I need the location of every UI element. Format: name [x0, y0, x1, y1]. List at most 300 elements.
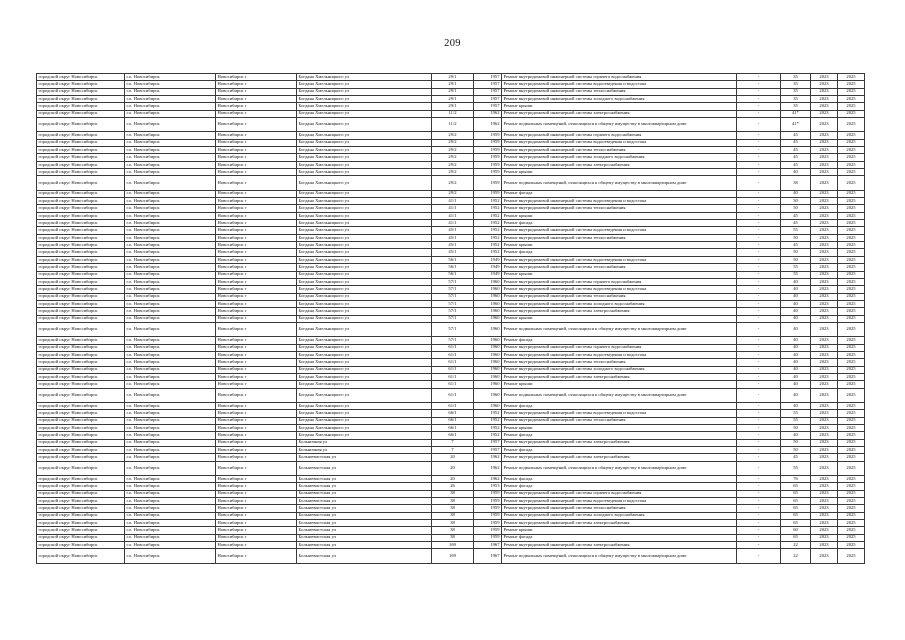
- table-row: [37, 300, 865, 307]
- cell-city-type: г.о. Новосибирск: [125, 103, 216, 110]
- cell-work: Ремонт внутридомовой инженерной системы электроснабжения: [502, 542, 737, 549]
- cell-work: Ремонт внутридомовой инженерной системы электроснабжения: [502, 373, 737, 380]
- cell-year-from: 2023: [811, 220, 838, 227]
- cell-settlement: Новосибирск г: [216, 439, 297, 446]
- cell-amount: 50: [781, 439, 811, 446]
- cell-year-to: 2025: [838, 169, 865, 176]
- cell-house: 45/1: [432, 242, 474, 249]
- cell-house: 38: [432, 527, 474, 534]
- cell-settlement: Новосибирск г: [216, 81, 297, 88]
- cell-work: Ремонт подвальных помещений, относящихся к общему имуществу в многоквартирном доме: [502, 461, 737, 475]
- cell-year: 1959: [474, 139, 502, 146]
- cell-work: Ремонт внутридомовой инженерной системы электроснабжения: [502, 308, 737, 315]
- cell-settlement: Новосибирск г: [216, 132, 297, 139]
- cell-work: Ремонт внутридомовой инженерной системы теплоснабжения: [502, 417, 737, 424]
- cell-year-to: 2025: [838, 520, 865, 527]
- cell-district: городской округ Новосибирск: [37, 322, 125, 336]
- cell-house: 61/1: [432, 359, 474, 366]
- cell-year-to: 2025: [838, 490, 865, 497]
- cell-street: Богдана Хмельницкого ул: [297, 176, 432, 190]
- cell-house: 41/1: [432, 198, 474, 205]
- table-row: [37, 534, 865, 541]
- cell-year-to: 2025: [838, 549, 865, 563]
- cell-street: Богдана Хмельницкого ул: [297, 256, 432, 263]
- cell-work: Ремонт подвальных помещений, относящихся к общему имуществу в многоквартирном доме: [502, 388, 737, 402]
- cell-street: Богдана Хмельницкого ул: [297, 198, 432, 205]
- table-row: [37, 249, 865, 256]
- cell-settlement: Новосибирск г: [216, 234, 297, 241]
- cell-settlement: Новосибирск г: [216, 461, 297, 475]
- cell-house: 57/1: [432, 308, 474, 315]
- cell-district: городской округ Новосибирск: [37, 308, 125, 315]
- cell-work: Ремонт внутридомовой инженерной системы электроснабжения: [502, 439, 737, 446]
- cell-work: Ремонт внутридомовой инженерной системы холодного водоснабжения: [502, 96, 737, 103]
- cell-street: Богдана Хмельницкого ул: [297, 205, 432, 212]
- cell-house: 61/1: [432, 402, 474, 409]
- cell-city-type: г.о. Новосибирск: [125, 293, 216, 300]
- cell-street: Богдана Хмельницкого ул: [297, 315, 432, 322]
- cell-year-to: 2025: [838, 461, 865, 475]
- cell-house: 45/1: [432, 249, 474, 256]
- cell-city-type: г.о. Новосибирск: [125, 147, 216, 154]
- cell-work: Ремонт внутридомовой инженерной системы водоотведения и водостока: [502, 351, 737, 358]
- cell-work: Ремонт внутридомовой инженерной системы горячего водоснабжения: [502, 132, 737, 139]
- cell-amount: 40: [781, 344, 811, 351]
- cell-year-to: 2025: [838, 424, 865, 431]
- cell-year-from: 2023: [811, 74, 838, 81]
- cell-house: 38: [432, 505, 474, 512]
- cell-year-from: 2023: [811, 190, 838, 197]
- cell-year: 1967: [474, 549, 502, 563]
- cell-city-type: г.о. Новосибирск: [125, 520, 216, 527]
- cell-amount: 40: [781, 293, 811, 300]
- cell-year-to: 2025: [838, 176, 865, 190]
- cell-work: Ремонт подвальных помещений, относящихся к общему имуществу в многоквартирном доме: [502, 176, 737, 190]
- cell-year-from: 2023: [811, 475, 838, 482]
- cell-street: Богдана Хмельницкого ул: [297, 96, 432, 103]
- cell-house: 61/1: [432, 344, 474, 351]
- cell-city-type: г.о. Новосибирск: [125, 542, 216, 549]
- cell-amount: 41*: [781, 110, 811, 117]
- cell-work: Ремонт крыши: [502, 527, 737, 534]
- cell-house: 29/2: [432, 139, 474, 146]
- cell-district: городской округ Новосибирск: [37, 315, 125, 322]
- table-row: [37, 402, 865, 409]
- cell-year: 1967: [474, 542, 502, 549]
- cell-year-from: 2023: [811, 234, 838, 241]
- cell-district: городской округ Новосибирск: [37, 439, 125, 446]
- cell-work: Ремонт внутридомовой инженерной системы электроснабжения: [502, 161, 737, 168]
- table-row: [37, 161, 865, 168]
- cell-house: 56/1: [432, 256, 474, 263]
- cell-settlement: Новосибирск г: [216, 190, 297, 197]
- cell-dash: -: [737, 212, 781, 219]
- cell-settlement: Новосибирск г: [216, 249, 297, 256]
- cell-settlement: Новосибирск г: [216, 88, 297, 95]
- table-row: [37, 520, 865, 527]
- cell-city-type: г.о. Новосибирск: [125, 118, 216, 132]
- cell-work: Ремонт внутридомовой инженерной системы электроснабжения: [502, 520, 737, 527]
- cell-year-to: 2025: [838, 344, 865, 351]
- cell-year: 1952: [474, 410, 502, 417]
- cell-settlement: Новосибирск г: [216, 454, 297, 461]
- cell-work: Ремонт фасада: [502, 446, 737, 453]
- cell-district: городской округ Новосибирск: [37, 176, 125, 190]
- cell-year-from: 2023: [811, 161, 838, 168]
- cell-dash: -: [737, 154, 781, 161]
- cell-dash: -: [737, 512, 781, 519]
- cell-amount: 76: [781, 475, 811, 482]
- cell-house: 38: [432, 520, 474, 527]
- cell-settlement: Новосибирск г: [216, 227, 297, 234]
- cell-amount: 50: [781, 446, 811, 453]
- cell-district: городской округ Новосибирск: [37, 410, 125, 417]
- cell-year-to: 2025: [838, 475, 865, 482]
- cell-street: Богдана Хмельницкого ул: [297, 337, 432, 344]
- cell-house: 11/2: [432, 118, 474, 132]
- cell-street: Богдана Хмельницкого ул: [297, 271, 432, 278]
- cell-amount: 45: [781, 132, 811, 139]
- cell-dash: -: [737, 410, 781, 417]
- cell-house: 38: [432, 512, 474, 519]
- cell-year: 1952: [474, 249, 502, 256]
- cell-settlement: Новосибирск г: [216, 534, 297, 541]
- cell-dash: -: [737, 483, 781, 490]
- table-row: [37, 483, 865, 490]
- cell-work: Ремонт внутридомовой инженерной системы теплоснабжения: [502, 359, 737, 366]
- cell-city-type: г.о. Новосибирск: [125, 381, 216, 388]
- cell-house: 61/1: [432, 373, 474, 380]
- cell-year: 1960: [474, 322, 502, 336]
- table-row: [37, 198, 865, 205]
- cell-dash: -: [737, 381, 781, 388]
- cell-work: Ремонт внутридомовой инженерной системы водоотведения и водостока: [502, 286, 737, 293]
- cell-dash: -: [737, 161, 781, 168]
- cell-city-type: г.о. Новосибирск: [125, 220, 216, 227]
- cell-dash: -: [737, 344, 781, 351]
- cell-amount: 30: [781, 198, 811, 205]
- cell-settlement: Новосибирск г: [216, 293, 297, 300]
- cell-year-from: 2023: [811, 351, 838, 358]
- cell-street: Большевистская ул: [297, 505, 432, 512]
- cell-house: 66/1: [432, 410, 474, 417]
- cell-street: Богдана Хмельницкого ул: [297, 220, 432, 227]
- cell-settlement: Новосибирск г: [216, 483, 297, 490]
- cell-year-from: 2023: [811, 512, 838, 519]
- cell-work: Ремонт крыши: [502, 242, 737, 249]
- cell-work: Ремонт фасада: [502, 475, 737, 482]
- table-row: [37, 344, 865, 351]
- cell-dash: -: [737, 271, 781, 278]
- cell-street: Богдана Хмельницкого ул: [297, 351, 432, 358]
- cell-dash: -: [737, 439, 781, 446]
- cell-year-to: 2025: [838, 300, 865, 307]
- cell-amount: 65: [781, 534, 811, 541]
- cell-year-from: 2023: [811, 242, 838, 249]
- cell-amount: 60: [781, 527, 811, 534]
- cell-work: Ремонт подвальных помещений, относящихся к общему имуществу в многоквартирном доме: [502, 549, 737, 563]
- cell-year: 1959: [474, 490, 502, 497]
- cell-year-to: 2025: [838, 410, 865, 417]
- cell-house: 7: [432, 446, 474, 453]
- table-row: [37, 461, 865, 475]
- cell-district: городской округ Новосибирск: [37, 549, 125, 563]
- cell-dash: -: [737, 300, 781, 307]
- cell-work: Ремонт внутридомовой инженерной системы холодного водоснабжения: [502, 366, 737, 373]
- cell-city-type: г.о. Новосибирск: [125, 154, 216, 161]
- cell-dash: -: [737, 198, 781, 205]
- cell-dash: -: [737, 220, 781, 227]
- cell-street: Богдана Хмельницкого ул: [297, 88, 432, 95]
- cell-work: Ремонт фасада: [502, 402, 737, 409]
- cell-city-type: г.о. Новосибирск: [125, 74, 216, 81]
- cell-work: Ремонт внутридомовой инженерной системы водоотведения и водостока: [502, 139, 737, 146]
- cell-street: Богдана Хмельницкого ул: [297, 227, 432, 234]
- cell-dash: -: [737, 497, 781, 504]
- cell-year-to: 2025: [838, 542, 865, 549]
- cell-dash: -: [737, 242, 781, 249]
- cell-work: Ремонт фасада: [502, 220, 737, 227]
- cell-year-to: 2025: [838, 322, 865, 336]
- table-row: [37, 81, 865, 88]
- table-row: [37, 169, 865, 176]
- cell-city-type: г.о. Новосибирск: [125, 278, 216, 285]
- cell-house: 29/2: [432, 147, 474, 154]
- table-row: [37, 96, 865, 103]
- cell-amount: 45: [781, 154, 811, 161]
- cell-house: 38: [432, 497, 474, 504]
- cell-city-type: г.о. Новосибирск: [125, 549, 216, 563]
- cell-year: 1952: [474, 424, 502, 431]
- cell-district: городской округ Новосибирск: [37, 110, 125, 117]
- cell-house: 57/1: [432, 315, 474, 322]
- cell-street: Богдана Хмельницкого ул: [297, 74, 432, 81]
- cell-year-to: 2025: [838, 227, 865, 234]
- cell-city-type: г.о. Новосибирск: [125, 388, 216, 402]
- cell-dash: -: [737, 534, 781, 541]
- cell-year-from: 2023: [811, 147, 838, 154]
- cell-settlement: Новосибирск г: [216, 315, 297, 322]
- cell-year-to: 2025: [838, 534, 865, 541]
- cell-year-from: 2023: [811, 264, 838, 271]
- cell-year-to: 2025: [838, 505, 865, 512]
- cell-year-to: 2025: [838, 220, 865, 227]
- cell-city-type: г.о. Новосибирск: [125, 227, 216, 234]
- cell-amount: 35: [781, 74, 811, 81]
- cell-city-type: г.о. Новосибирск: [125, 534, 216, 541]
- cell-district: городской округ Новосибирск: [37, 446, 125, 453]
- cell-settlement: Новосибирск г: [216, 549, 297, 563]
- cell-year-from: 2023: [811, 461, 838, 475]
- table-row: [37, 512, 865, 519]
- cell-settlement: Новосибирск г: [216, 256, 297, 263]
- cell-settlement: Новосибирск г: [216, 417, 297, 424]
- cell-year: 1959: [474, 527, 502, 534]
- cell-amount: 40: [781, 169, 811, 176]
- table-row: [37, 256, 865, 263]
- cell-year: 1952: [474, 242, 502, 249]
- cell-year-to: 2025: [838, 286, 865, 293]
- cell-city-type: г.о. Новосибирск: [125, 300, 216, 307]
- cell-year-to: 2025: [838, 483, 865, 490]
- cell-district: городской округ Новосибирск: [37, 212, 125, 219]
- cell-work: Ремонт крыши: [502, 381, 737, 388]
- cell-street: Большевистская ул: [297, 490, 432, 497]
- cell-settlement: Новосибирск г: [216, 176, 297, 190]
- cell-district: городской округ Новосибирск: [37, 249, 125, 256]
- cell-year-from: 2023: [811, 154, 838, 161]
- table-row: [37, 234, 865, 241]
- cell-street: Большевистская ул: [297, 461, 432, 475]
- cell-house: 57/1: [432, 286, 474, 293]
- cell-amount: 45: [781, 242, 811, 249]
- cell-year: 1952: [474, 417, 502, 424]
- cell-city-type: г.о. Новосибирск: [125, 402, 216, 409]
- cell-house: 29/1: [432, 74, 474, 81]
- table-row: [37, 227, 865, 234]
- cell-house: 61/1: [432, 388, 474, 402]
- cell-amount: 35: [781, 81, 811, 88]
- cell-settlement: Новосибирск г: [216, 118, 297, 132]
- cell-dash: -: [737, 315, 781, 322]
- cell-district: городской округ Новосибирск: [37, 344, 125, 351]
- cell-amount: 40: [781, 322, 811, 336]
- cell-year-from: 2023: [811, 542, 838, 549]
- cell-year: 1960: [474, 315, 502, 322]
- page-number: 209: [444, 38, 461, 49]
- cell-year: 1952: [474, 198, 502, 205]
- cell-street: Богдана Хмельницкого ул: [297, 118, 432, 132]
- cell-work: Ремонт фасада: [502, 337, 737, 344]
- cell-city-type: г.о. Новосибирск: [125, 205, 216, 212]
- cell-city-type: г.о. Новосибирск: [125, 432, 216, 439]
- cell-year: 1957: [474, 439, 502, 446]
- cell-year-to: 2025: [838, 249, 865, 256]
- cell-district: городской округ Новосибирск: [37, 454, 125, 461]
- cell-amount: 22: [781, 549, 811, 563]
- cell-year-to: 2025: [838, 132, 865, 139]
- table-row: [37, 549, 865, 563]
- cell-year-from: 2023: [811, 520, 838, 527]
- cell-district: городской округ Новосибирск: [37, 271, 125, 278]
- cell-district: городской округ Новосибирск: [37, 81, 125, 88]
- cell-street: Большевистская ул: [297, 512, 432, 519]
- cell-district: городской округ Новосибирск: [37, 205, 125, 212]
- table-row: [37, 388, 865, 402]
- cell-amount: 50: [781, 205, 811, 212]
- cell-settlement: Новосибирск г: [216, 490, 297, 497]
- cell-dash: -: [737, 366, 781, 373]
- cell-year: 1952: [474, 205, 502, 212]
- cell-work: Ремонт внутридомовой инженерной системы теплоснабжения: [502, 293, 737, 300]
- cell-year-to: 2025: [838, 315, 865, 322]
- cell-street: Богдана Хмельницкого ул: [297, 161, 432, 168]
- cell-year: 1957: [474, 103, 502, 110]
- cell-dash: -: [737, 424, 781, 431]
- cell-year: 1960: [474, 293, 502, 300]
- cell-city-type: г.о. Новосибирск: [125, 446, 216, 453]
- cell-year: 1957: [474, 81, 502, 88]
- cell-year-from: 2023: [811, 366, 838, 373]
- cell-district: городской округ Новосибирск: [37, 417, 125, 424]
- cell-amount: 65: [781, 512, 811, 519]
- cell-house: 57/1: [432, 300, 474, 307]
- cell-year-to: 2025: [838, 432, 865, 439]
- cell-year: 1962: [474, 110, 502, 117]
- cell-year: 1960: [474, 381, 502, 388]
- cell-city-type: г.о. Новосибирск: [125, 505, 216, 512]
- cell-dash: -: [737, 527, 781, 534]
- cell-year-from: 2023: [811, 118, 838, 132]
- cell-year: 1959: [474, 520, 502, 527]
- cell-work: Ремонт подвальных помещений, относящихся к общему имуществу в многоквартирном доме: [502, 322, 737, 336]
- cell-house: 20: [432, 461, 474, 475]
- cell-street: Богдана Хмельницкого ул: [297, 373, 432, 380]
- cell-work: Ремонт внутридомовой инженерной системы водоотведения и водостока: [502, 227, 737, 234]
- table-row: [37, 286, 865, 293]
- table-row: [37, 439, 865, 446]
- table-row: [37, 264, 865, 271]
- cell-work: Ремонт крыши: [502, 271, 737, 278]
- cell-amount: 35: [781, 88, 811, 95]
- cell-house: 38: [432, 490, 474, 497]
- cell-year: 1960: [474, 388, 502, 402]
- cell-city-type: г.о. Новосибирск: [125, 212, 216, 219]
- cell-year-from: 2023: [811, 271, 838, 278]
- cell-amount: 40: [781, 300, 811, 307]
- cell-amount: 22: [781, 542, 811, 549]
- cell-year-to: 2025: [838, 154, 865, 161]
- cell-amount: 55: [781, 417, 811, 424]
- cell-house: 20: [432, 454, 474, 461]
- cell-year-from: 2023: [811, 110, 838, 117]
- cell-work: Ремонт внутридомовой инженерной системы водоотведения и водостока: [502, 198, 737, 205]
- table-row: [37, 373, 865, 380]
- cell-house: 29/1: [432, 88, 474, 95]
- cell-city-type: г.о. Новосибирск: [125, 249, 216, 256]
- cell-year-to: 2025: [838, 337, 865, 344]
- cell-district: городской округ Новосибирск: [37, 373, 125, 380]
- cell-district: городской округ Новосибирск: [37, 359, 125, 366]
- cell-street: Большевистская ул: [297, 520, 432, 527]
- cell-year: 1960: [474, 351, 502, 358]
- cell-year: 1962: [474, 461, 502, 475]
- cell-year-to: 2025: [838, 242, 865, 249]
- cell-amount: 50: [781, 249, 811, 256]
- cell-year: 1952: [474, 234, 502, 241]
- cell-year: 1960: [474, 402, 502, 409]
- cell-house: 41/1: [432, 205, 474, 212]
- cell-amount: 35: [781, 103, 811, 110]
- works-table: [36, 73, 865, 564]
- cell-year: 1952: [474, 220, 502, 227]
- cell-city-type: г.о. Новосибирск: [125, 286, 216, 293]
- cell-settlement: Новосибирск г: [216, 373, 297, 380]
- cell-house: 38: [432, 534, 474, 541]
- cell-settlement: Новосибирск г: [216, 139, 297, 146]
- cell-year-to: 2025: [838, 373, 865, 380]
- cell-district: городской округ Новосибирск: [37, 169, 125, 176]
- cell-year: 1959: [474, 132, 502, 139]
- cell-year-to: 2025: [838, 402, 865, 409]
- cell-street: Богдана Хмельницкого ул: [297, 293, 432, 300]
- cell-year-from: 2023: [811, 205, 838, 212]
- cell-city-type: г.о. Новосибирск: [125, 337, 216, 344]
- cell-amount: 50: [781, 424, 811, 431]
- cell-dash: -: [737, 286, 781, 293]
- cell-district: городской округ Новосибирск: [37, 520, 125, 527]
- cell-city-type: г.о. Новосибирск: [125, 81, 216, 88]
